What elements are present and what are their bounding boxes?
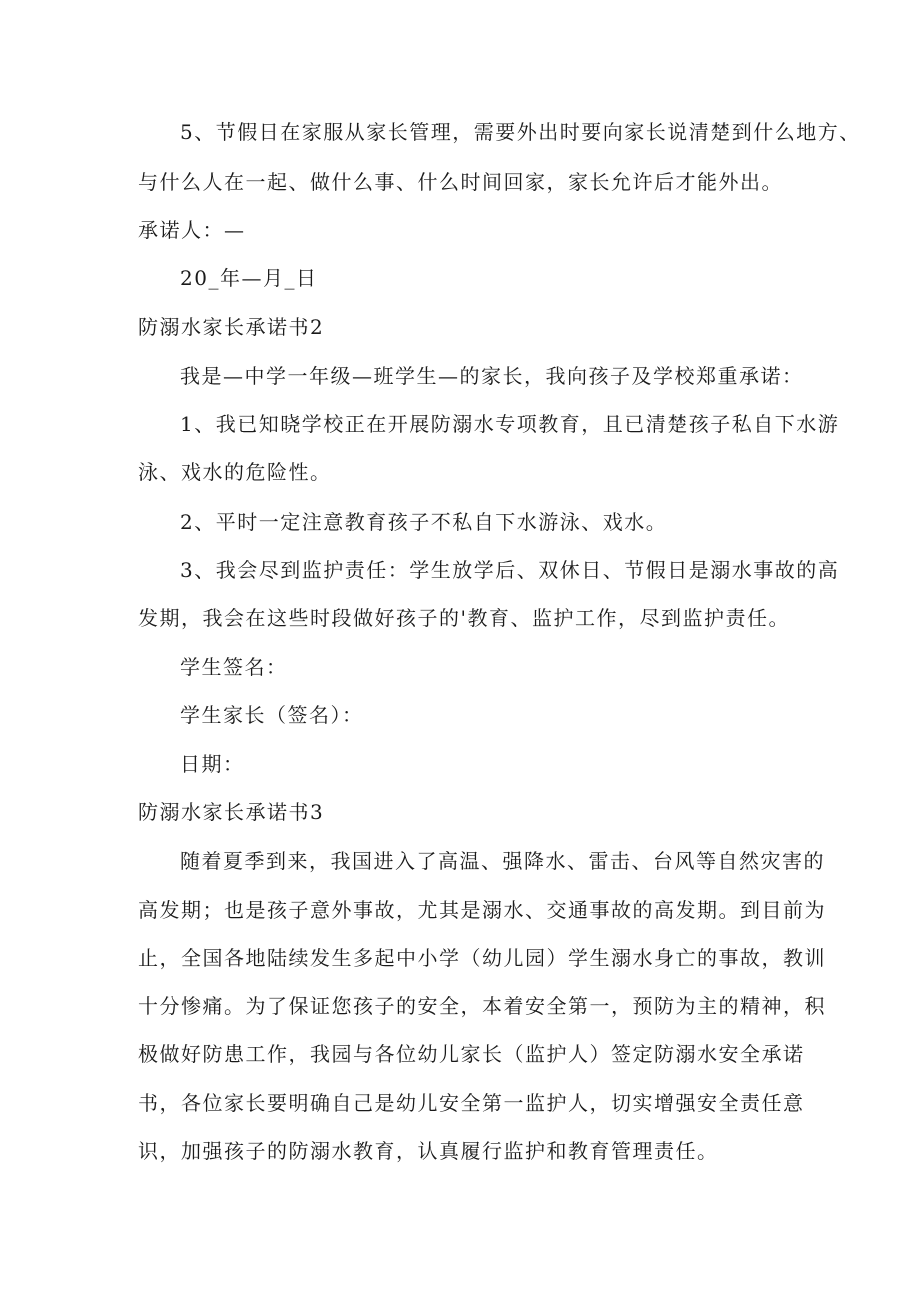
section3-para-line: 极做好防患工作，我园与各位幼儿家长（监护人）签定防溺水安全承诺	[138, 1042, 805, 1066]
section3-title: 防溺水家长承诺书3	[138, 800, 325, 824]
section2-item3-line2: 发期，我会在这些时段做好孩子的'教育、监护工作，尽到监护责任。	[138, 606, 790, 630]
parent-sign-label: 学生家长（签名）：	[180, 703, 364, 727]
student-sign-label: 学生签名：	[180, 655, 288, 679]
section2-item1-line2: 泳、戏水的危险性。	[138, 460, 332, 484]
section3-para-line: 十分惨痛。为了保证您孩子的安全，本着安全第一，预防为主的精神，积	[138, 994, 826, 1018]
section3-para-line: 高发期；也是孩子意外事故，尤其是溺水、交通事故的高发期。到目前为	[138, 898, 826, 922]
section3-para-line: 随着夏季到来，我国进入了高温、强降水、雷击、台风等自然灾害的	[180, 849, 825, 873]
date-line: 20_年—月_日	[180, 266, 318, 290]
section2-item1-line1: 1、我已知晓学校正在开展防溺水专项教育，且已清楚孩子私自下水游	[180, 412, 840, 436]
section2-intro: 我是—中学一年级—班学生—的家长，我向孩子及学校郑重承诺：	[180, 364, 804, 388]
date-label: 日期：	[180, 752, 245, 776]
section3-para-line: 止，全国各地陆续发生多起中小学（幼儿园）学生溺水身亡的事故，教训	[138, 946, 826, 970]
item5-line1: 5、节假日在家服从家长管理，需要外出时要向家长说清楚到什么地方、	[180, 120, 861, 144]
section3-para-line: 识，加强孩子的防溺水教育，认真履行监护和教育管理责任。	[138, 1139, 719, 1163]
section3-para-line: 书，各位家长要明确自己是幼儿安全第一监护人，切实增强安全责任意	[138, 1091, 805, 1115]
section2-title: 防溺水家长承诺书2	[138, 315, 325, 339]
item5-line2: 与什么人在一起、做什么事、什么时间回家，家长允许后才能外出。	[138, 170, 783, 194]
section2-item2: 2、平时一定注意教育孩子不私自下水游泳、戏水。	[180, 510, 668, 534]
section2-item3-line1: 3、我会尽到监护责任：学生放学后、双休日、节假日是溺水事故的高	[180, 558, 840, 582]
promisor-line: 承诺人：—	[138, 218, 246, 242]
